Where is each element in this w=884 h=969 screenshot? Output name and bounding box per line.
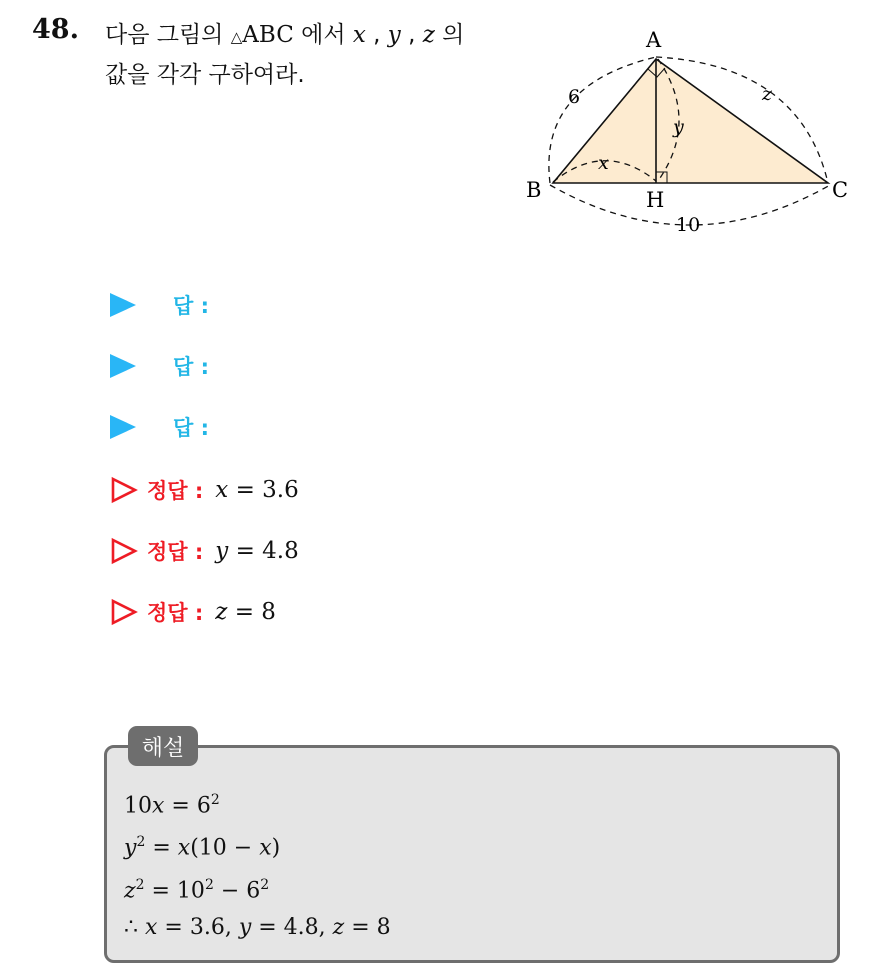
explanation-line-2: $y^2 = x(10 - x)$ — [124, 834, 281, 861]
segment-y-label: y — [673, 116, 684, 138]
side-BC-label: 10 — [676, 214, 701, 236]
answer-row-2 — [110, 348, 209, 384]
question-number: 48. — [32, 14, 79, 45]
answer-label: 답 : — [173, 416, 209, 440]
vertex-B: B — [526, 178, 542, 202]
vertex-C: C — [832, 178, 849, 202]
explanation-line-1: $10x = 6^2$ — [124, 792, 220, 819]
play-outline-icon — [110, 598, 138, 626]
question-line-1: 다음 그림의 △ABC 에서 x , y , z 의 — [105, 22, 465, 48]
correct-answer-label: 정답 : — [147, 601, 204, 625]
side-z-label: z — [762, 83, 773, 105]
explanation-line-4: ∴ x = 3.6, y = 4.8, z = 8 — [124, 914, 391, 940]
play-icon — [110, 415, 136, 439]
foot-H: H — [646, 188, 665, 212]
triangle-figure — [520, 25, 860, 245]
answer-label: 답 : — [173, 294, 209, 318]
correct-answer-value: x = 3.6 — [215, 477, 299, 503]
correct-answer-label: 정답 : — [147, 540, 204, 564]
correct-answer-row-3 — [110, 594, 276, 630]
correct-answer-value: y = 4.8 — [215, 538, 299, 564]
answer-row-1 — [110, 287, 209, 323]
segment-x-label: x — [598, 152, 609, 174]
correct-answer-row-2 — [110, 533, 299, 569]
triangle-fill — [553, 59, 828, 183]
play-outline-icon — [110, 537, 138, 565]
answer-row-3 — [110, 409, 209, 445]
play-icon — [110, 293, 136, 317]
explanation-tag: 해설 — [128, 726, 198, 766]
play-outline-icon — [110, 476, 138, 504]
play-icon — [110, 354, 136, 378]
side-AB-label: 6 — [568, 86, 581, 108]
vertex-A: A — [646, 28, 662, 52]
question-line-2: 값을 각각 구하여라. — [105, 62, 305, 88]
correct-answer-row-1 — [110, 472, 299, 508]
correct-answer-value: z = 8 — [215, 599, 276, 625]
explanation-line-3: $z^2 = 10^2 - 6^2$ — [124, 876, 270, 903]
answer-label: 답 : — [173, 355, 209, 379]
correct-answer-label: 정답 : — [147, 479, 204, 503]
explanation-lines — [124, 782, 391, 946]
question-text — [105, 16, 505, 94]
